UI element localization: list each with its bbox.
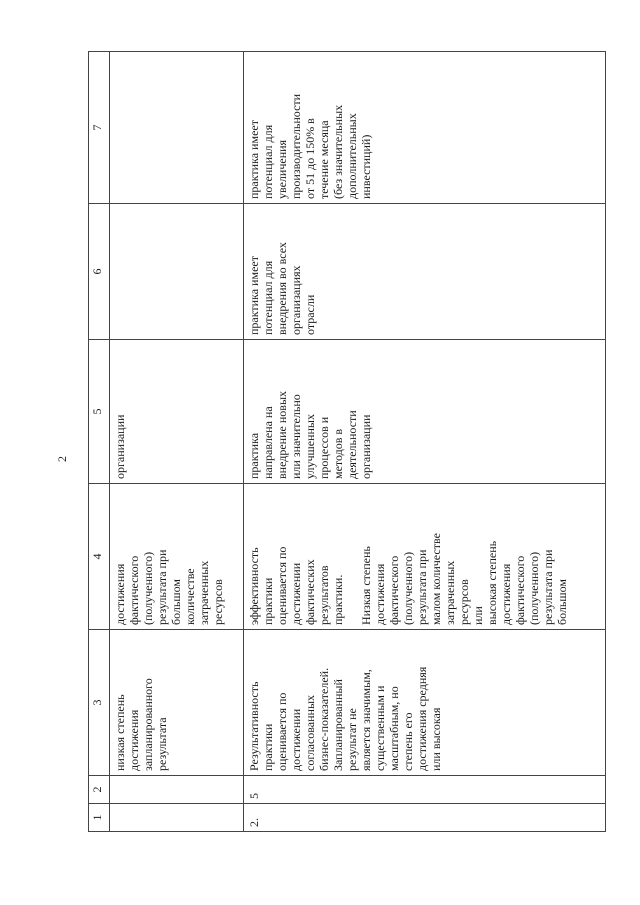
table-cell: [110, 776, 244, 804]
table-header-cell: 5: [89, 340, 110, 484]
rotated-table-container: [88, 52, 606, 832]
table-cell: 2.: [244, 804, 606, 832]
table-cell: организации: [110, 340, 244, 484]
page-number: 2: [55, 456, 69, 462]
table-header-cell: 1: [89, 804, 110, 832]
table-cell: [110, 52, 244, 204]
table-header-row: [89, 52, 110, 832]
table-cell: практика имеет потенциал для внедрения во всех организациях отрасли: [244, 204, 606, 340]
table-cell: низкая степень достижения запланированного результата: [110, 630, 244, 776]
table-cell: эффективность практики оценивается по достижении фактических результатов практики. Низкая степень достижения фактического (полученного) результата при малом количестве затраченных ресурсов или высокая степень достижения фактического (полученного) результата при большом: [244, 484, 606, 630]
table-cell: достижения фактического (полученного) результата при большом количестве затраченных ресурсов: [110, 484, 244, 630]
table-cell: практика имеет потенциал для увеличения производительности от 51 до 150% в течение месяца (без значительных дополнительных инвестиций): [244, 52, 606, 204]
table-row: [244, 52, 606, 832]
table-header-cell: 2: [89, 776, 110, 804]
table-header-cell: 4: [89, 484, 110, 630]
table-header-cell: 7: [89, 52, 110, 204]
table-cell: [110, 204, 244, 340]
table-cell: 5: [244, 776, 606, 804]
table-header-cell: 3: [89, 630, 110, 776]
criteria-table: [88, 51, 606, 832]
table-cell: [110, 804, 244, 832]
table-cell: Результативность практики оценивается по достижении согласованных бизнес-показателей. Запланированный результат не является значимым, существенным и масштабным, но степень его достижения средняя или высокая: [244, 630, 606, 776]
table-cell: практика направлена на внедрение новых или значительно улучшенных процессов и методов в деятельности организации: [244, 340, 606, 484]
table-row: [110, 52, 244, 832]
table-header-cell: 6: [89, 204, 110, 340]
